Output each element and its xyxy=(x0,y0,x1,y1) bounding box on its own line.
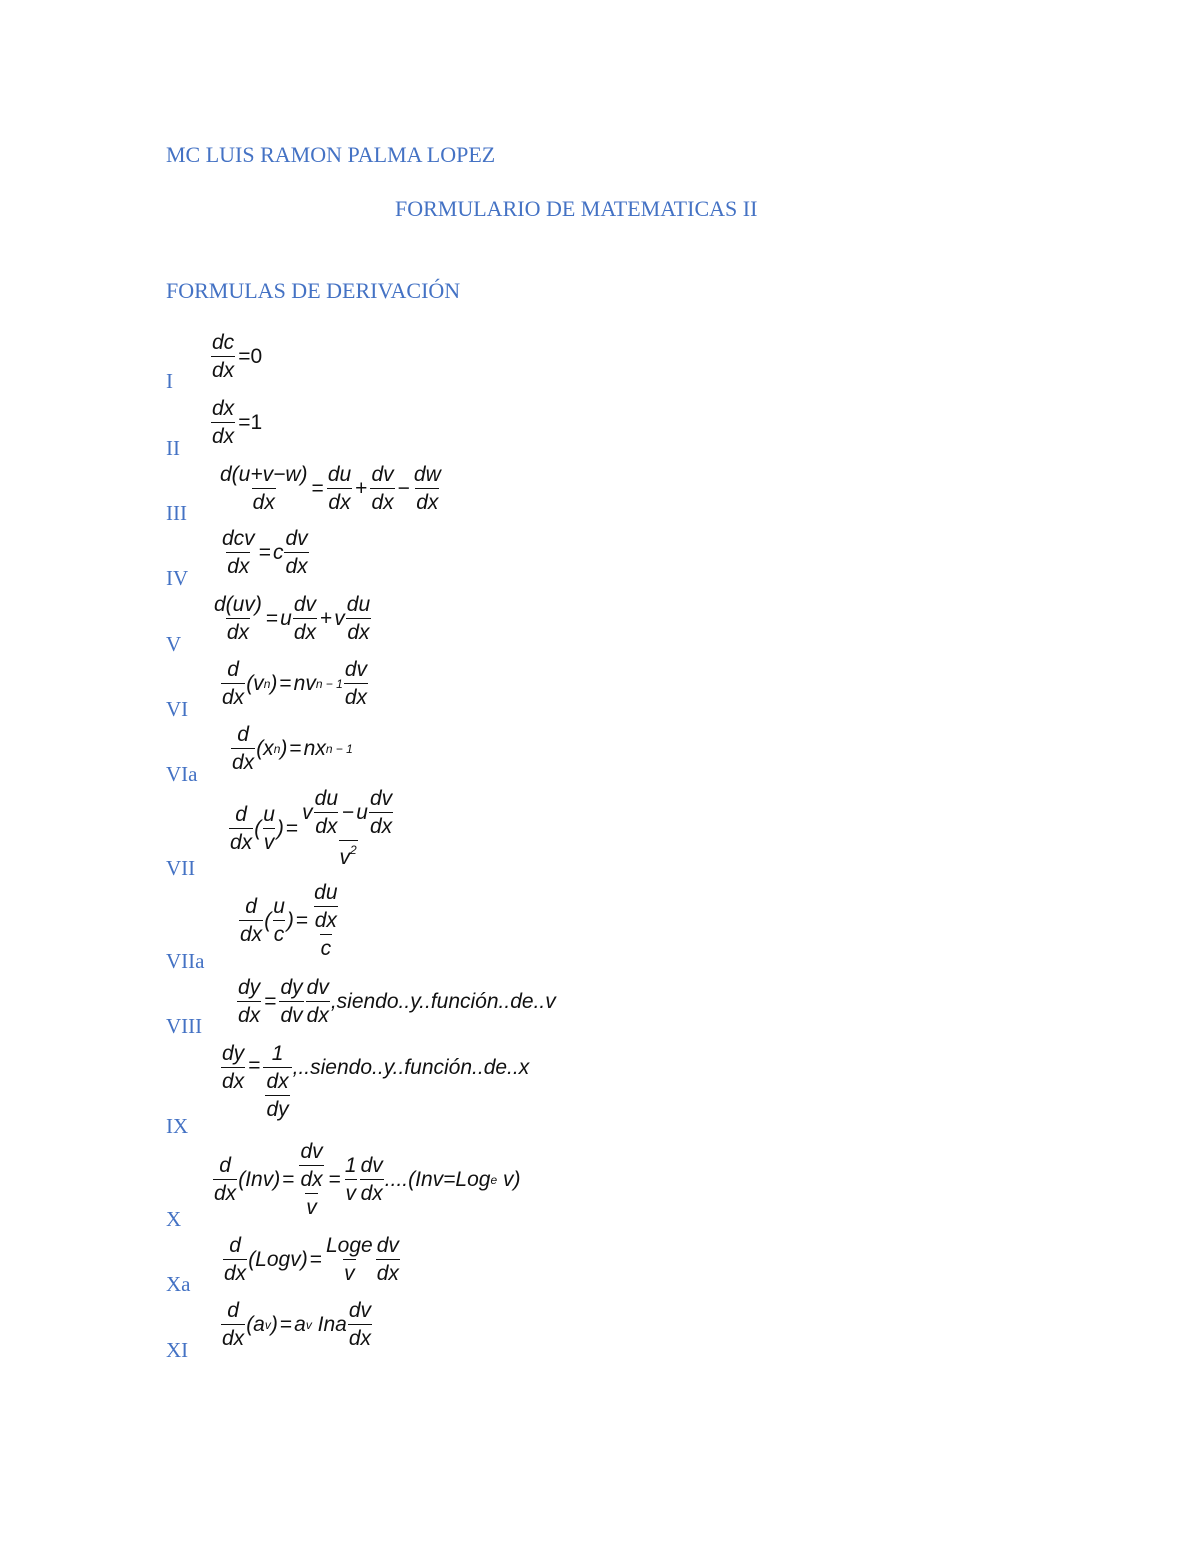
formula-note: ,..siendo..y..función..de..x xyxy=(292,1056,530,1079)
formula-number: VIIa xyxy=(166,949,205,973)
formula-number: X xyxy=(166,1207,182,1231)
formula-number: VIa xyxy=(166,762,198,786)
formula-number: XI xyxy=(166,1338,189,1362)
formula-number: III xyxy=(166,501,187,525)
author-name: MC LUIS RAMON PALMA LOPEZ xyxy=(166,142,496,167)
formula-XI: $\frac{d}{dx}$ (a v ) = a v Ina $\frac{dv}{dx}$ xyxy=(222,1299,372,1350)
formula-note: ,siendo..y..función..de..v xyxy=(330,990,556,1013)
formula-note-subscript: e xyxy=(490,1172,498,1187)
formula-number: I xyxy=(166,369,173,393)
formula-VIII: $\frac{dy}{dx}$ = $\frac{dy}{dv}$ $\frac{dv}{dx}$ ,siendo..y..función..de..v xyxy=(238,976,556,1027)
formula-VIIa: $\frac{d}{dx}$ ( $\frac{u}{c}$ ) = $\frac{\frac{du}{dx}}{c}$ xyxy=(240,881,338,960)
formula-number: VI xyxy=(166,697,189,721)
formula-number: IX xyxy=(166,1114,189,1138)
formula-Xa: $\frac{d}{dx}$ (Logv) = $\frac{\text{Loge}}{v}$ $\frac{dv}{dx}$ xyxy=(224,1234,399,1285)
formula-number: IV xyxy=(166,566,189,590)
formula-IX: $\frac{dy}{dx}$ = $\frac{1}{\frac{dx}{dy}}$ ,..siendo..y..función..de..x xyxy=(222,1042,530,1121)
formula-V: $\frac{d(uv)}{dx}$ = u $\frac{dv}{dx}$ + v $\frac{du}{dx}$ xyxy=(214,593,371,644)
formula-II: $\frac{dx}{dx}$ =1 xyxy=(212,397,263,448)
formula-I: $\frac{dc}{dx}$ =0 xyxy=(212,331,263,382)
formula-number: II xyxy=(166,436,180,460)
formula-IV: $\frac{\text{dcv}}{dx}$ = c $\frac{dv}{dx}$ xyxy=(222,527,308,578)
formula-note: ....(Inv=Log xyxy=(384,1168,491,1191)
formula-note-end: v) xyxy=(502,1168,521,1191)
formula-VII: $\frac{d}{dx}$ ( $\frac{u}{v}$ ) = v $\frac{du}{dx}$ − u $\frac{dv}{dx}$ $v^2$ xyxy=(230,787,393,869)
formula-III: $\frac{d(u+v-w)}{dx}$ = $\frac{du}{dx}$ + $\frac{dv}{dx}$ − $\frac{dw}{dx}$ xyxy=(220,463,441,514)
formula-number: VIII xyxy=(166,1014,203,1038)
document-title: FORMULARIO DE MATEMATICAS II xyxy=(395,196,758,221)
formula-X: $\frac{d}{dx}$ (Inv) = $\frac{\frac{dv}{dx}}{v}$ = $\frac{1}{v}$ $\frac{dv}{dx}$ ....(Inv=Log e v) xyxy=(214,1140,521,1219)
formula-VI: $\frac{d}{dx}$ (v n ) = nv n − 1 $\frac{dv}{dx}$ xyxy=(222,658,368,709)
section-heading: FORMULAS DE DERIVACIÓN xyxy=(166,278,461,303)
formula-number: Xa xyxy=(166,1272,191,1296)
formula-number: VII xyxy=(166,856,196,880)
formula-number: V xyxy=(166,632,182,656)
formula-VIa: $\frac{d}{dx}$ (x n ) = nx n − 1 xyxy=(232,723,353,774)
